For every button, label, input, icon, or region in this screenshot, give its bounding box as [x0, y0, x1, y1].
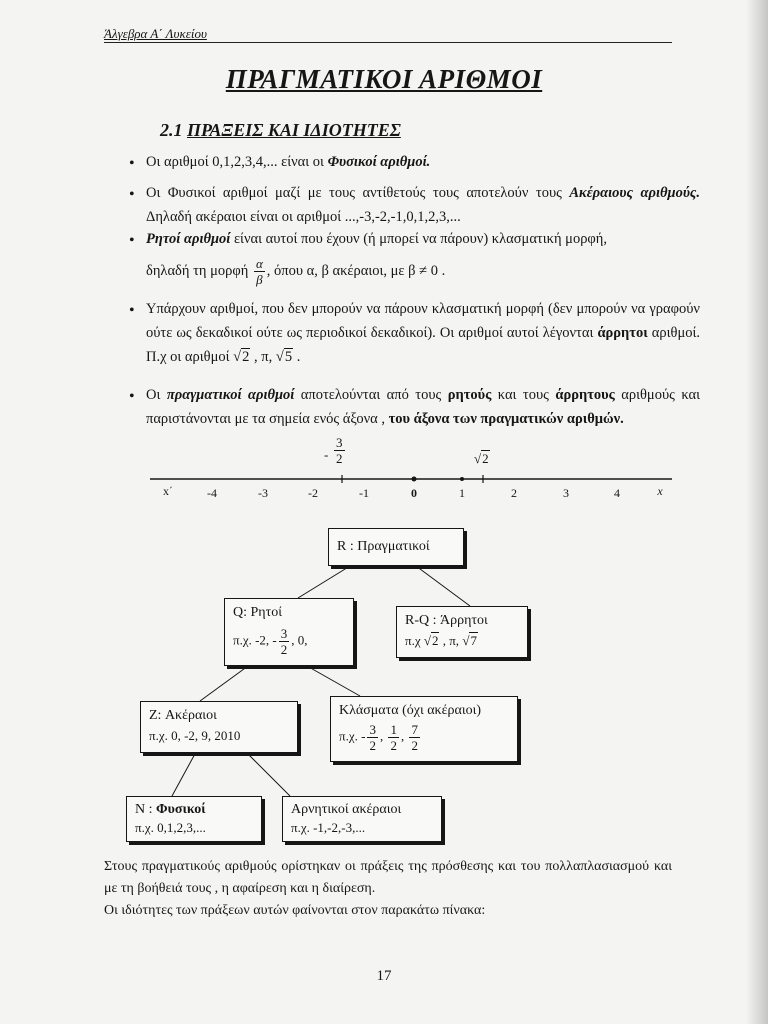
page-number: 17	[376, 968, 392, 984]
box-naturals-label: N : Φυσικοί	[135, 802, 206, 817]
closing-paragraph: Στους πραγματικούς αριθμούς ορίστηκαν οι πράξεις της πρόσθεσης και του πολλαπλασιασμού και με τη βοήθειά τους , η αφαίρεση και η διαίρεση.	[104, 859, 672, 896]
axis-tick-label: -4	[207, 486, 217, 500]
term-real-axis: του άξονα των πραγματικών αριθμών.	[388, 411, 624, 427]
bullet-marker: •	[129, 232, 135, 249]
connector-q-z	[200, 666, 248, 701]
bullet-text: αποτελούνται από τους	[294, 387, 448, 403]
sqrt-5: √5	[275, 349, 293, 365]
box-rationals-label: Q: Ρητοί	[233, 605, 282, 620]
bullet-text: , π,	[250, 349, 276, 365]
box-rationals-example: π.χ. -2, - $\frac{3}{2}$ , 0,	[233, 626, 308, 657]
box-rationals	[224, 598, 354, 666]
connector-z-n	[172, 752, 196, 796]
axis-label-x-prime: x΄	[163, 484, 173, 498]
box-reals-label: R : Πραγματικοί	[337, 539, 430, 554]
bullet-text: Οι Φυσικοί αριθμοί μαζί με τους αντίθετούς τους αποτελούν τους	[146, 185, 570, 201]
connector-r-rq	[416, 566, 470, 606]
bullet-text: , όπου α, β ακέραιοι, με β ≠ 0 .	[266, 262, 446, 279]
page-title: ΠΡΑΓΜΑΤΙΚΟΙ ΑΡΙΘΜΟΙ	[225, 64, 543, 94]
box-fractions-example: π.χ. - $\frac{3}{2}$ , $\frac{1}{2}$ , $\frac{7}{2}$	[339, 722, 418, 753]
running-head: Άλγεβρα Α΄ Λυκείου	[104, 26, 207, 41]
axis-tick-label: 4	[614, 486, 620, 500]
term-irrationals: άρρητοι	[597, 325, 648, 341]
bullet-text: δηλαδή τη μορφή	[146, 262, 252, 279]
term-integers-cont: αριθμούς.	[640, 185, 701, 201]
axis-marker-fraction: - 3 2	[324, 435, 343, 466]
connector-q-fractions	[300, 662, 360, 696]
box-fractions	[330, 696, 518, 762]
axis-tick-label: 0	[411, 486, 417, 500]
box-negative-integers	[282, 796, 442, 842]
term-natural: Φυσικοί αριθμοί.	[327, 154, 431, 170]
axis-tick-label: -3	[258, 486, 268, 500]
box-negative-integers-example: π.χ. -1,-2,-3,...	[291, 820, 366, 835]
box-negative-integers-label: Αρνητικοί ακέραιοι	[291, 802, 402, 817]
box-integers-label: Z: Ακέραιοι	[149, 708, 217, 723]
bullet-text: Δηλαδή ακέραιοι είναι οι αριθμοί ...,-3,-2,-1,0,1,2,3,...	[146, 209, 461, 225]
term-irrational: άρρητους	[555, 387, 615, 403]
axis-tick-label: -1	[359, 486, 369, 500]
bullet-text: αριθμούς και παριστάνονται με τα σημεία ενός άξονα ,	[146, 387, 700, 427]
closing-paragraph-2: Οι ιδιότητες των πράξεων αυτών φαίνονται στον παρακάτω πίνακα:	[104, 903, 486, 918]
term-rationals: Ρητοί αριθμοί	[146, 231, 231, 247]
bullet-marker: •	[129, 302, 135, 319]
bullet-text: και τους	[491, 387, 556, 403]
bullet-marker: •	[129, 186, 135, 203]
bullet-marker: •	[129, 388, 135, 405]
box-reals	[328, 528, 464, 566]
origin-point	[412, 477, 417, 482]
box-irrationals	[396, 606, 528, 658]
box-irrationals-label: R-Q : Άρρητοι	[405, 613, 488, 628]
bullet-text: Υπάρχουν αριθμοί, που δεν μπορούν να πάρουν κλασματική μορφή (δεν μπορούν να γραφούν ούτε ως δεκαδικοί ούτε ως περιοδικοί δεκαδικοί). Οι αριθμοί αυτοί λέγονται	[146, 301, 700, 341]
bullet-text: αριθμοί. Π.χ οι αριθμοί	[146, 325, 700, 365]
box-irrationals-example: π.χ √2 , π, √7	[405, 633, 477, 648]
sqrt-2: √2	[233, 349, 250, 365]
term-rational: ρητούς	[447, 387, 492, 403]
connector-r-q	[298, 566, 350, 598]
box-fractions-label: Κλάσματα (όχι ακέραιοι)	[339, 703, 482, 718]
bullet-text: είναι αυτοί που έχουν (ή μπορεί να πάρουν) κλασματική μορφή,	[230, 231, 608, 247]
unit-point	[460, 477, 464, 481]
box-naturals-example: π.χ. 0,1,2,3,...	[135, 820, 206, 835]
fraction-alpha-beta: $\frac{\alpha}{\beta}$	[255, 256, 263, 287]
axis-label-x: x	[657, 484, 663, 498]
axis-tick-label: 2	[511, 486, 517, 500]
scan-spine-shadow	[746, 0, 768, 1024]
box-naturals	[126, 796, 262, 842]
axis-tick-label: 1	[459, 486, 465, 500]
bullet-marker: •	[129, 155, 135, 172]
axis-marker-sqrt2: √2	[474, 451, 489, 466]
section-number: 2.1	[160, 120, 183, 140]
axis-tick-label: -2	[308, 486, 318, 500]
bullet-text: Οι	[146, 387, 167, 403]
axis-tick-label: 3	[563, 486, 569, 500]
section-title: ΠΡΑΞΕΙΣ ΚΑΙ ΙΔΙΟΤΗΤΕΣ	[187, 120, 401, 140]
connector-z-neg	[246, 752, 290, 796]
bullet-text: Οι αριθμοί 0,1,2,3,4,... είναι οι	[146, 154, 328, 170]
term-reals: πραγματικοί αριθμοί	[166, 387, 295, 403]
term-integers: Ακέραιους	[569, 185, 633, 201]
box-integers-example: π.χ. 0, -2, 9, 2010	[149, 728, 241, 743]
box-integers	[140, 701, 298, 753]
bullet-text: .	[293, 349, 301, 365]
